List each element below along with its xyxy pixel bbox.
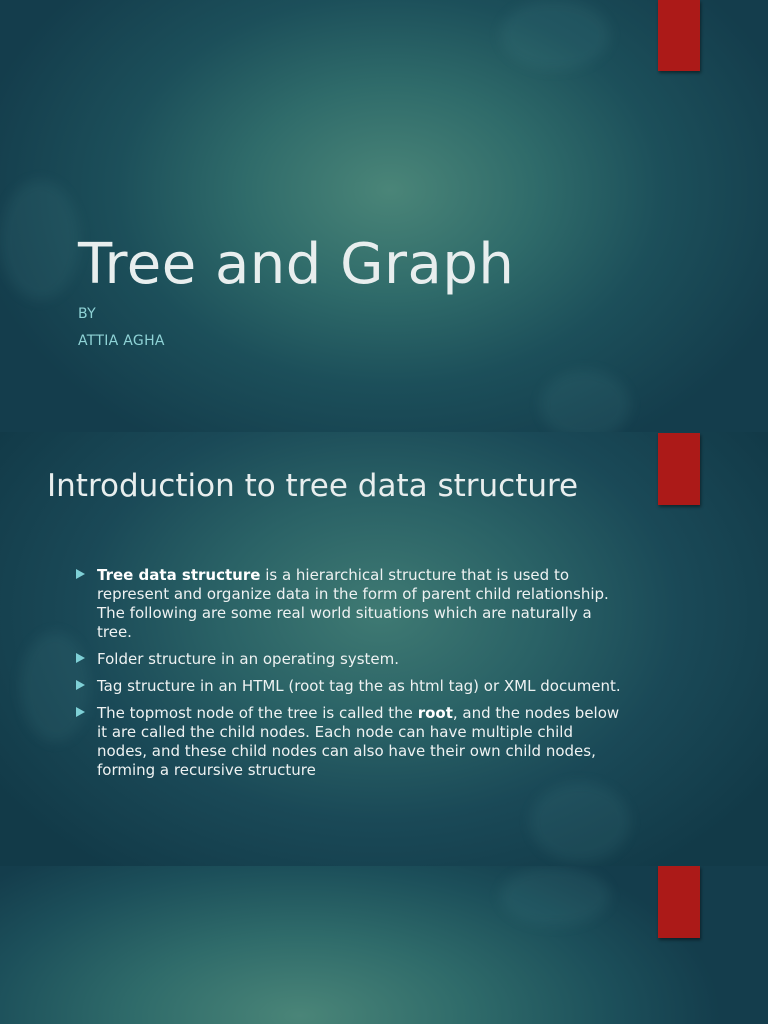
- bullet-text: is a hierarchical structure that is used to represent and organize data in the form of parent child relationship. The following are some real world situations which are naturally a tree.: [97, 566, 609, 641]
- triangle-right-icon: [76, 653, 85, 663]
- slide-heading: Introduction to tree data structure: [47, 468, 579, 504]
- bold-term: Tree data structure: [97, 566, 261, 584]
- bullet-text: Tag structure in an HTML (root tag the as html tag) or XML document.: [97, 677, 621, 695]
- bokeh-decoration: [500, 0, 610, 70]
- byline-label: BY: [78, 306, 96, 322]
- content-slide: [0, 432, 768, 866]
- accent-bar: [658, 866, 700, 938]
- bullet-list: [76, 566, 626, 788]
- bullet-item: [76, 704, 626, 780]
- bullet-item: [76, 677, 626, 696]
- triangle-right-icon: [76, 680, 85, 690]
- triangle-right-icon: [76, 707, 85, 717]
- slide-title: Tree and Graph: [78, 232, 515, 297]
- bold-term: root: [417, 704, 453, 722]
- bullet-item: [76, 650, 626, 669]
- triangle-right-icon: [76, 569, 85, 579]
- bullet-text: , and the nodes below it are called the child nodes. Each node can have multiple child nodes, and these child nodes can also have their own child nodes, forming a recursive structure: [97, 704, 620, 779]
- title-slide: [0, 0, 768, 432]
- accent-bar: [658, 433, 700, 505]
- bokeh-decoration: [530, 782, 630, 862]
- bullet-item: [76, 566, 626, 642]
- bullet-text: Folder structure in an operating system.: [97, 650, 399, 668]
- bokeh-decoration: [500, 866, 610, 926]
- author-name: ATTIA AGHA: [78, 333, 165, 349]
- accent-bar: [658, 0, 700, 71]
- bokeh-decoration: [540, 370, 630, 432]
- bullet-text: The topmost node of the tree is called the: [97, 704, 418, 722]
- next-slide-partial: [0, 866, 768, 1024]
- bokeh-decoration: [0, 180, 80, 300]
